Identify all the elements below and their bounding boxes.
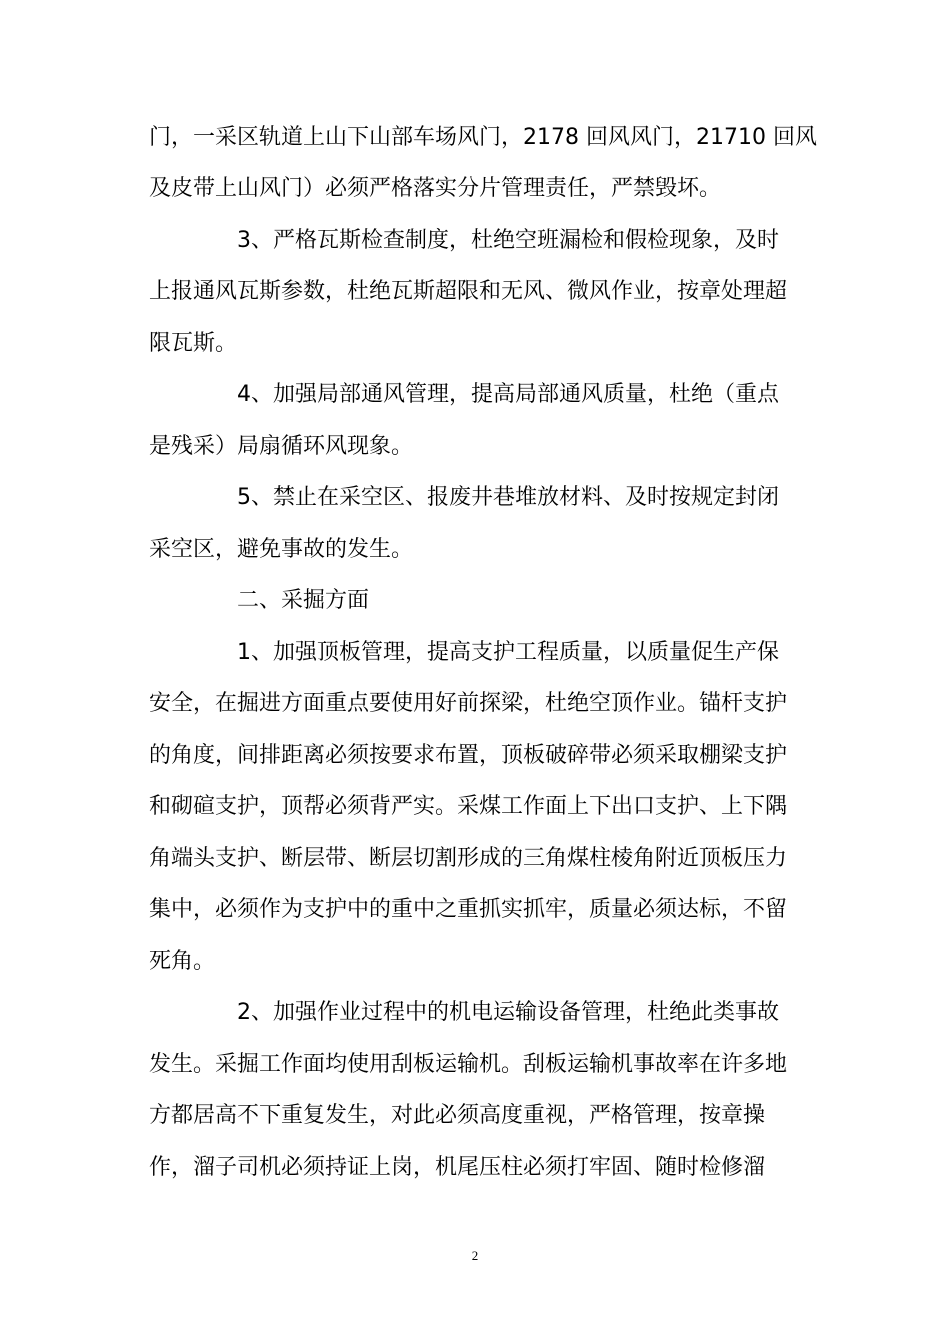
body-text-line: 死角。 bbox=[149, 949, 216, 974]
body-text-line: 4、加强局部通风管理，提高局部通风质量，杜绝（重点 bbox=[237, 382, 779, 407]
body-text-line: 上报通风瓦斯参数，杜绝瓦斯超限和无风、微风作业，按章处理超 bbox=[149, 279, 788, 304]
section-heading: 二、采掘方面 bbox=[237, 588, 370, 613]
body-text-line: 及皮带上山风门）必须严格落实分片管理责任，严禁毁坏。 bbox=[149, 176, 722, 201]
body-text-line: 发生。采掘工作面均使用刮板运输机。刮板运输机事故率在许多地 bbox=[149, 1052, 788, 1077]
body-text-line: 3、严格瓦斯检查制度，杜绝空班漏检和假检现象，及时 bbox=[237, 228, 779, 253]
body-text-line: 是残采）局扇循环风现象。 bbox=[149, 434, 414, 459]
body-text-line: 1、加强顶板管理，提高支护工程质量，以质量促生产保 bbox=[237, 640, 779, 665]
body-text-line: 集中，必须作为支护中的重中之重抓实抓牢，质量必须达标，不留 bbox=[149, 897, 788, 922]
body-text-line: 的角度，间排距离必须按要求布置，顶板破碎带必须采取棚梁支护 bbox=[149, 743, 788, 768]
body-text-line: 2、加强作业过程中的机电运输设备管理，杜绝此类事故 bbox=[237, 1000, 779, 1025]
body-text-line: 和砌碹支护，顶帮必须背严实。采煤工作面上下出口支护、上下隅 bbox=[149, 794, 788, 819]
body-text-line: 门，一采区轨道上山下山部车场风门，2178 回风风门，21710 回风 bbox=[149, 125, 817, 150]
body-text-line: 采空区，避免事故的发生。 bbox=[149, 537, 414, 562]
body-text-line: 限瓦斯。 bbox=[149, 331, 238, 356]
body-text-line: 角端头支护、断层带、断层切割形成的三角煤柱棱角附近顶板压力 bbox=[149, 846, 788, 871]
body-text-line: 5、禁止在采空区、报废井巷堆放材料、及时按规定封闭 bbox=[237, 485, 779, 510]
body-text-line: 作，溜子司机必须持证上岗，机尾压柱必须打牢固、随时检修溜 bbox=[149, 1155, 766, 1180]
body-text-line: 方都居高不下重复发生，对此必须高度重视，严格管理，按章操 bbox=[149, 1103, 766, 1128]
body-text-line: 安全，在掘进方面重点要使用好前探梁，杜绝空顶作业。锚杆支护 bbox=[149, 691, 788, 716]
page-number: 2 bbox=[471, 1248, 479, 1263]
